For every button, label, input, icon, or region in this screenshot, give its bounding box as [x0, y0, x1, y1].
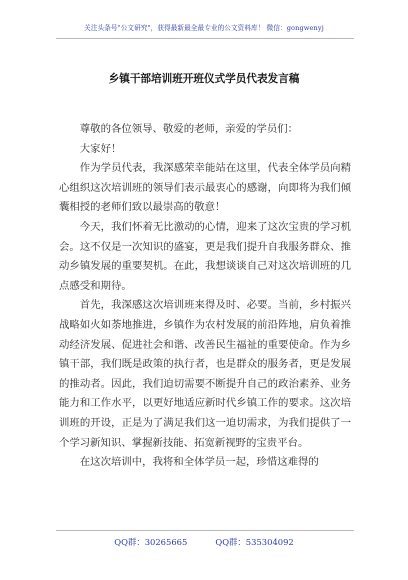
header-banner: 关注头条号"公文研究"，获得最新最全最专业的公文资料库！ 微信：gongwenyj: [84, 24, 324, 32]
header-divider: [56, 38, 354, 39]
salutation-paragraph: 尊敬的各位领导、敬爱的老师，亲爱的学员们：: [79, 123, 298, 135]
footer-qq-group-1: QQ群：30265665: [114, 537, 188, 547]
body-paragraph-first-point: 首先，我深感这次培训班来得及时、必要。当前，乡村振兴战略如火如荼地推进，乡镇作为农村发展的前沿阵地，肩负着推动经济发展、促进社会和谐、改善民生福祉的重要使命。作为乡镇干部，我们既是政策的执行者，也是群众的服务者，更是发展的推动者。因此，我们迫切需要不断提升自己的政治素养、业务能力和工作水平，以更好地适应新时代乡镇工作的要求。这次培训班的开设，正是为了满足我们这一迫切需求，为我们提供了一个学习新知识、掌握新技能、拓宽新视野的宝贵平台。: [59, 299, 351, 449]
body-paragraph-opportunity: 今天，我们怀着无比激动的心情，迎来了这次宝贵的学习机会。这不仅是一次知识的盛宴，更是我们提升自我服务群众、推动乡镇发展的重要契机。在此，我想谈谈自己对这次培训班的几点感受和期待。: [59, 220, 351, 292]
footer-qq-group-2: QQ群：535304092: [215, 537, 294, 547]
document-body: [59, 120, 351, 473]
footer-divider: [56, 530, 354, 531]
body-paragraph-continuation: 在这次培训中，我将和全体学员一起，珍惜这难得的: [79, 456, 319, 469]
document-title: 乡镇干部培训班开班仪式学员代表发言稿: [108, 73, 300, 85]
greeting-paragraph: 大家好！: [79, 142, 122, 155]
body-paragraph-thanks: 作为学员代表，我深感荣幸能站在这里，代表全体学员向精心组织这次培训班的领导们表示最衷心的感谢，向即将为我们倾囊相授的老师们致以最崇高的敬意！: [59, 162, 351, 214]
footer-contact: [0, 536, 408, 548]
